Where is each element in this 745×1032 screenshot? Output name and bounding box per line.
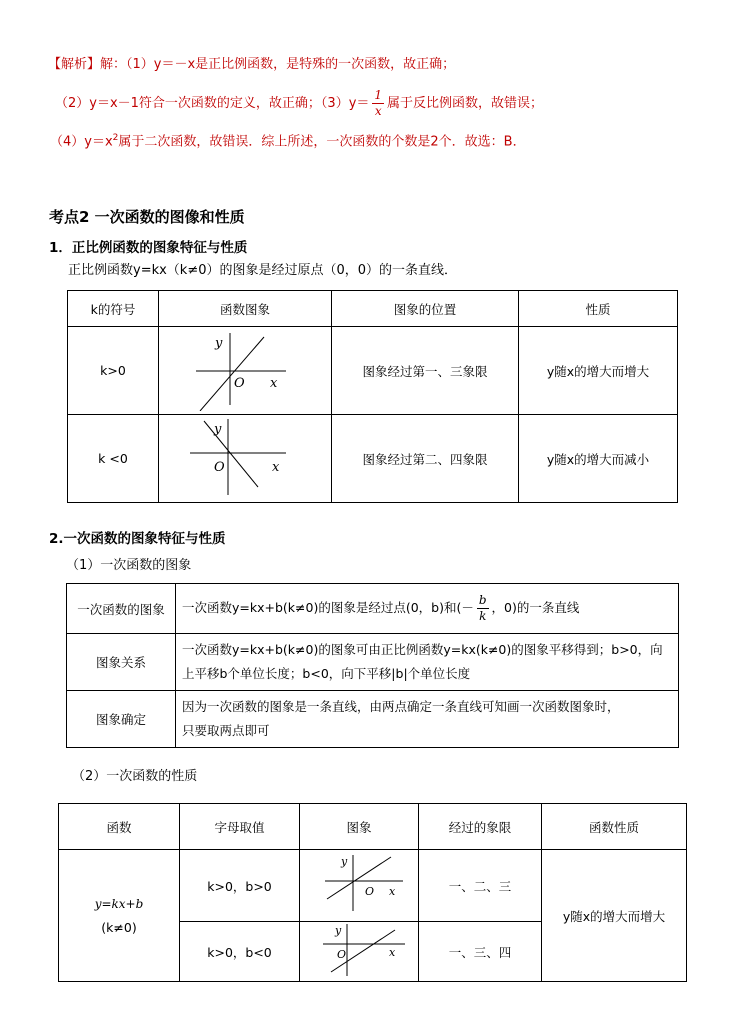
- analysis-text-3b: 属于二次函数，故错误．综上所述，一次函数的个数是2个．故选：B．: [118, 134, 526, 150]
- t2-content-graph: 一次函数y=kx+b(k≠0)的图象是经过点(0，b)和(－ $\frac{b}{k}$ ，0)的一条直线: [176, 584, 679, 634]
- origin-label: O: [234, 376, 245, 391]
- t3-cond-2: k>0，b<0: [180, 922, 300, 982]
- graph-decreasing-through-origin: [160, 415, 330, 499]
- t3-cond-1: k>0，b>0: [180, 850, 300, 922]
- axis-x-label: x: [270, 376, 278, 391]
- axis-y-label: y: [214, 422, 222, 437]
- t3-graph-1: [300, 850, 419, 922]
- t3-func-cell: y=kx+b (k≠0): [59, 850, 180, 982]
- linear-property-table: [58, 803, 687, 982]
- subsection-2-1-title: （1）一次函数的图象: [66, 558, 192, 573]
- t3-header-property: 函数性质: [542, 804, 687, 850]
- axis-y-label: y: [335, 924, 342, 937]
- analysis-sup: 2: [112, 133, 119, 143]
- proportional-function-table: [67, 290, 678, 503]
- axis-x-label: x: [389, 885, 396, 898]
- t2-content-relation: 一次函数y=kx+b(k≠0)的图象可由正比例函数y=kx(k≠0)的图象平移得到；b>0，向 上平移b个单位长度；b<0，向下平移|b|个单位长度: [176, 634, 679, 691]
- linear-graph-table: [66, 583, 679, 748]
- table-row: [68, 327, 678, 415]
- t1-graph-neg: [159, 415, 332, 503]
- axis-y-label: y: [341, 855, 348, 868]
- t1-position-neg: 图象经过第二、四象限: [332, 415, 519, 503]
- section-title: 考点2 一次函数的图像和性质: [49, 208, 245, 226]
- fraction-1-over-x: $\frac{1}{x}$: [374, 88, 383, 118]
- t3-header-graph: 图象: [300, 804, 419, 850]
- t2-label-relation: 图象关系: [67, 634, 176, 691]
- t3-header-func: 函数: [59, 804, 180, 850]
- table-row: [67, 584, 679, 634]
- t1-property-pos: y随x的增大而增大: [519, 327, 678, 415]
- axis-y-label: y: [215, 336, 223, 351]
- graph-k-pos-b-pos: [301, 851, 417, 917]
- table-row: [67, 691, 679, 748]
- axis-x-label: x: [272, 460, 280, 475]
- subsection-2-2-title: （2）一次函数的性质: [72, 769, 198, 784]
- t1-graph-pos: [159, 327, 332, 415]
- analysis-text-2a: （2）y＝x－1符合一次函数的定义，故正确；（3）y＝: [55, 96, 370, 111]
- graph-k-pos-b-neg: [301, 922, 417, 978]
- t1-header-position: 图象的位置: [332, 291, 519, 327]
- graph-increasing-through-origin: [160, 327, 330, 411]
- subsection-1-title: 1．正比例函数的图象特征与性质: [49, 240, 248, 256]
- t1-position-pos: 图象经过第一、三象限: [332, 327, 519, 415]
- t3-graph-2: [300, 922, 419, 982]
- analysis-line-1: [48, 56, 455, 74]
- t1-header-property: 性质: [519, 291, 678, 327]
- t3-quad-2: 一、三、四: [419, 922, 542, 982]
- t3-property: y随x的增大而增大: [542, 850, 687, 982]
- t1-sign-neg: k <0: [68, 415, 159, 503]
- t1-header-graph: 函数图象: [159, 291, 332, 327]
- subsection-1-desc: 正比例函数y=kx（k≠0）的图象是经过原点（0，0）的一条直线．: [68, 263, 458, 278]
- subsection-2-title: 2.一次函数的图象特征与性质: [49, 531, 226, 547]
- origin-label: O: [214, 460, 225, 475]
- t2-content-determine: 因为一次函数的图象是一条直线，由两点确定一条直线可知画一次函数图象时， 只要取两点即可: [176, 691, 679, 748]
- t3-header-values: 字母取值: [180, 804, 300, 850]
- analysis-text-3a: （4）y＝x: [50, 134, 113, 150]
- origin-label: O: [337, 948, 347, 961]
- fraction-b-over-k: $\frac{b}{k}$: [478, 593, 487, 623]
- origin-label: O: [365, 885, 375, 898]
- analysis-tag: 【解析】: [48, 57, 101, 72]
- analysis-line-3: [50, 129, 526, 151]
- analysis-line-2: [55, 88, 543, 119]
- analysis-text-2b: 属于反比例函数，故错误；: [387, 96, 544, 111]
- analysis-text-1: 解：（1）y＝－x是正比例函数，是特殊的一次函数，故正确；: [100, 57, 456, 72]
- t3-header-quadrants: 经过的象限: [419, 804, 542, 850]
- table-row: [67, 634, 679, 691]
- t2-label-determine: 图象确定: [67, 691, 176, 748]
- t1-sign-pos: k>0: [68, 327, 159, 415]
- t3-quad-1: 一、二、三: [419, 850, 542, 922]
- t1-property-neg: y随x的增大而减小: [519, 415, 678, 503]
- t2-label-graph: 一次函数的图象: [67, 584, 176, 634]
- axis-x-label: x: [389, 946, 396, 959]
- table-row: [59, 850, 687, 922]
- t1-header-sign: k的符号: [68, 291, 159, 327]
- table-row: [68, 415, 678, 503]
